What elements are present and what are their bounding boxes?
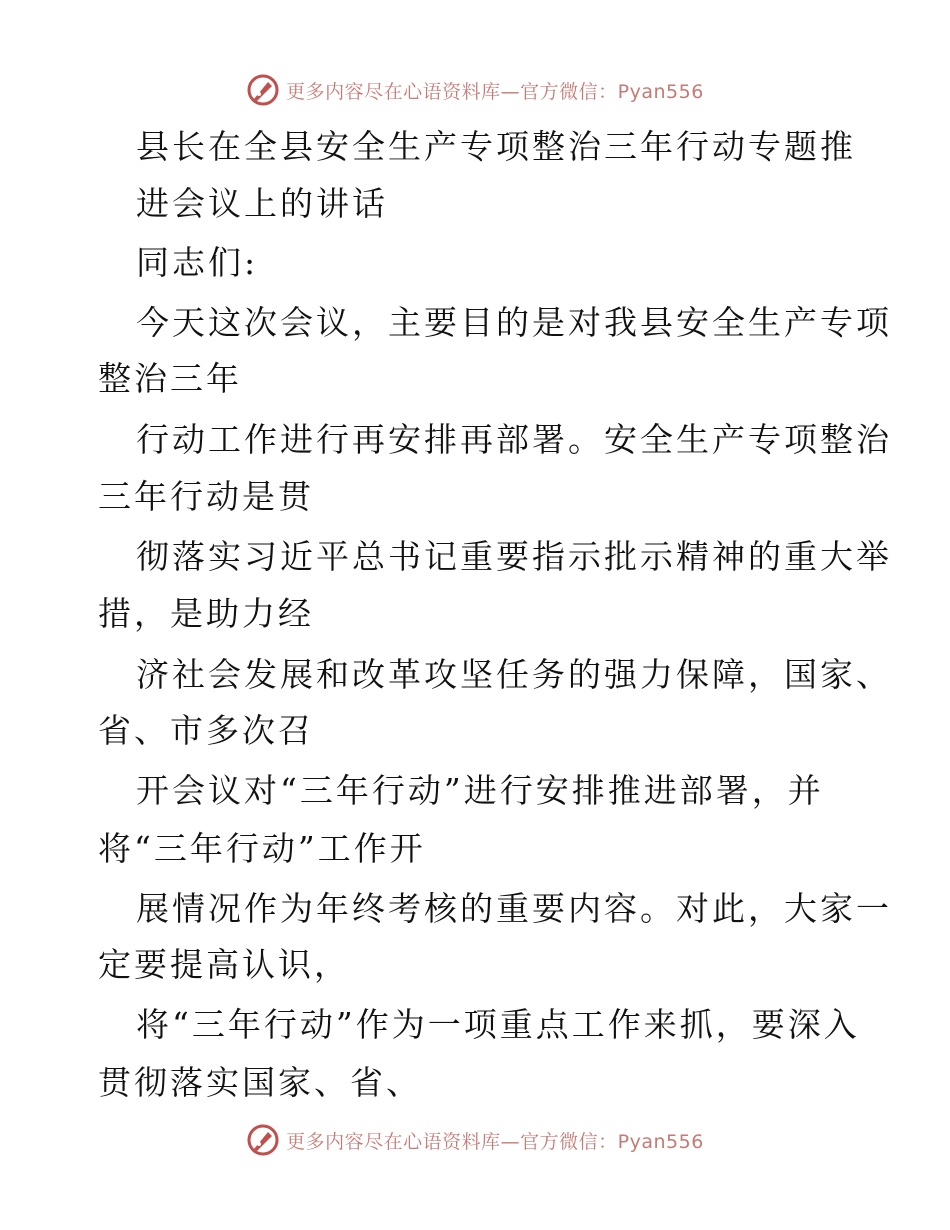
paragraph-line: 定要提高认识， (98, 945, 350, 984)
paragraph-line: 三年行动是贯 (98, 477, 314, 516)
paragraph-line: 整治三年 (98, 359, 242, 398)
watermark-text: 更多内容尽在心语资料库—官方微信：Pyan556 (286, 1130, 704, 1153)
paragraph-line: 贯彻落实国家、省、 (98, 1063, 422, 1102)
watermark-text: 更多内容尽在心语资料库—官方微信：Pyan556 (286, 80, 704, 103)
pen-nib-seal-icon (246, 1123, 280, 1157)
salutation: 同志们: (136, 243, 259, 282)
title-line-1: 县长在全县安全生产专项整治三年行动专题推 (136, 127, 856, 166)
paragraph-line: 开会议对“三年行动”进行安排推进部署，并 (136, 771, 824, 810)
paragraph-line: 省、市多次召 (98, 711, 314, 750)
paragraph-line: 彻落实习近平总书记重要指示批示精神的重大举 (136, 537, 892, 576)
title-line-2: 进会议上的讲话 (136, 184, 388, 223)
paragraph-line: 展情况作为年终考核的重要内容。对此，大家一 (136, 889, 892, 928)
paragraph-line: 行动工作进行再安排再部署。安全生产专项整治 (136, 420, 892, 459)
paragraph-line: 今天这次会议，主要目的是对我县安全生产专项 (136, 303, 892, 342)
paragraph-line: 措，是助力经 (98, 594, 314, 633)
paragraph-line: 将“三年行动”工作开 (98, 829, 426, 868)
footer-watermark-banner (0, 1120, 950, 1160)
paragraph-line: 济社会发展和改革攻坚任务的强力保障，国家、 (136, 655, 892, 694)
paragraph-line: 将“三年行动”作为一项重点工作来抓，要深入 (136, 1005, 860, 1044)
